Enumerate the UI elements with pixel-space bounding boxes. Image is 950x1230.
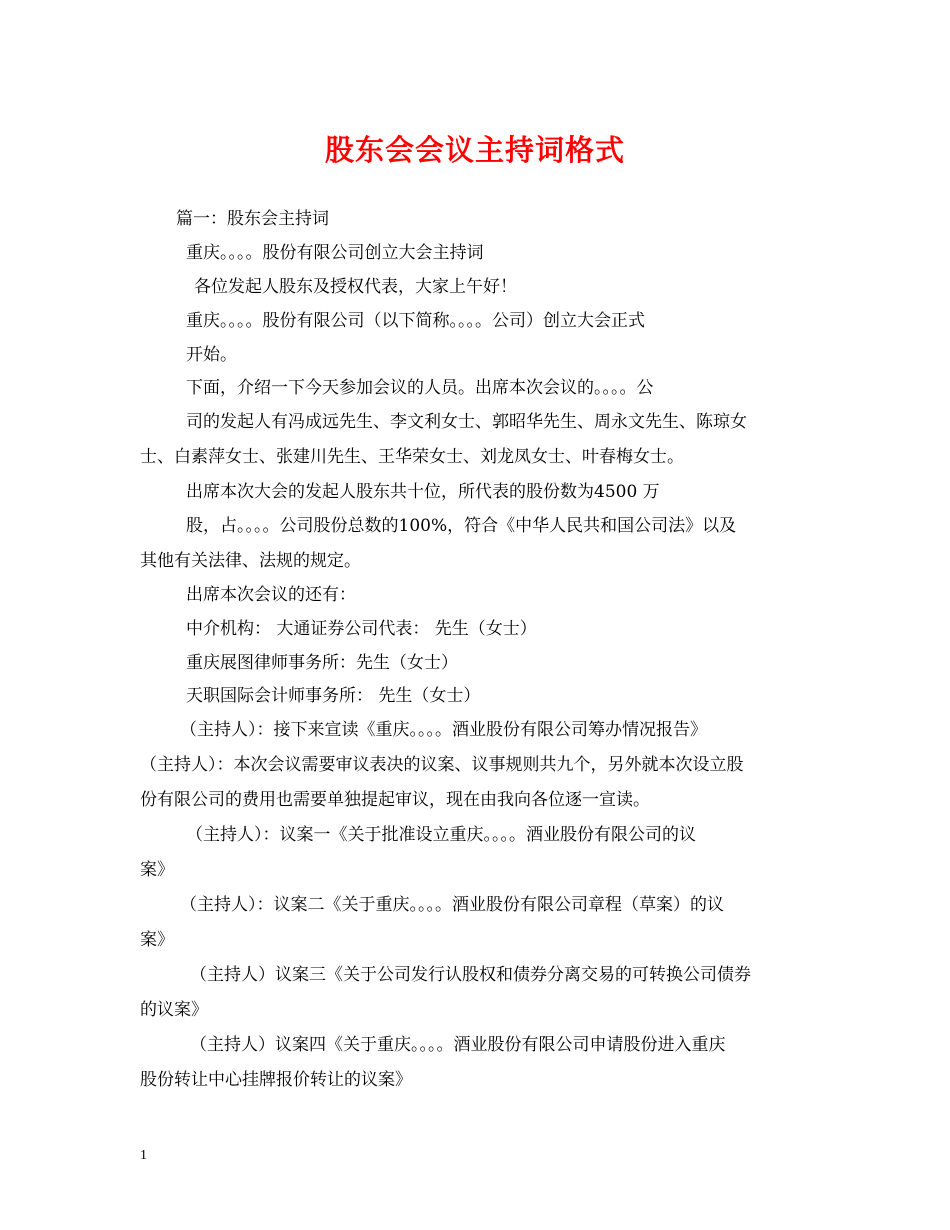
text-line: （主持人）：议案二《关于重庆。。。。酒业股份有限公司章程（草案）的议 [180, 895, 724, 915]
text-line: 出席本次会议的还有： [186, 585, 356, 605]
text-line: 案》 [140, 930, 174, 950]
text-line: 重庆展图律师事务所：先生（女士） [186, 653, 458, 673]
text-line: 中介机构： 大通证券公司代表： 先生（女士） [186, 619, 537, 639]
text-line: 下面，介绍一下今天参加会议的人员。出席本次会议的。。。。公 [186, 378, 654, 398]
text-line: 重庆。。。。股份有限公司创立大会主持词 [186, 243, 484, 263]
page-number: 1 [140, 1148, 147, 1163]
text-line: 天职国际会计师事务所： 先生（女士） [186, 686, 481, 706]
text-line: （主持人）：议案一《关于批准设立重庆。。。。酒业股份有限公司的议 [186, 825, 696, 845]
text-line: （主持人）议案三《关于公司发行认股权和债券分离交易的可转换公司债券 [190, 965, 751, 985]
text-line: 开始。 [186, 345, 237, 365]
text-line: （主持人）：本次会议需要审议表决的议案、议事规则共九个，另外就本次设立股 [140, 755, 744, 775]
text-line: 份有限公司的费用也需要单独提起审议，现在由我向各位逐一宣读。 [140, 790, 650, 810]
document-title: 股东会会议主持词格式 [324, 133, 625, 167]
text-line: 的议案》 [140, 1000, 208, 1020]
text-line: 其他有关法律、法规的规定。 [140, 551, 361, 571]
text-line: 士、白素萍女士、张建川先生、王华荣女士、刘龙凤女士、叶春梅女士。 [140, 447, 684, 467]
text-line: 股，占。。。。公司股份总数的100%，符合《中华人民共和国公司法》以及 [186, 516, 737, 536]
text-line: 各位发起人股东及授权代表，大家上午好！ [194, 277, 517, 297]
text-line: 出席本次大会的发起人股东共十位，所代表的股份数为4500 万 [186, 482, 660, 502]
text-line: 案》 [140, 860, 174, 880]
text-line: 股份转让中心挂牌报价转让的议案》 [140, 1070, 412, 1090]
text-line: 篇一：股东会主持词 [176, 209, 329, 229]
text-line: （主持人）议案四《关于重庆。。。。酒业股份有限公司申请股份进入重庆 [190, 1035, 726, 1055]
text-line: 司的发起人有冯成远先生、李文利女士、郭昭华先生、周永文先生、陈琼女 [186, 412, 747, 432]
text-line: （主持人）：接下来宣读《重庆。。。。酒业股份有限公司筹办情况报告》 [180, 720, 707, 740]
text-line: 重庆。。。。股份有限公司（以下简称。。。。公司）创立大会正式 [186, 311, 645, 331]
